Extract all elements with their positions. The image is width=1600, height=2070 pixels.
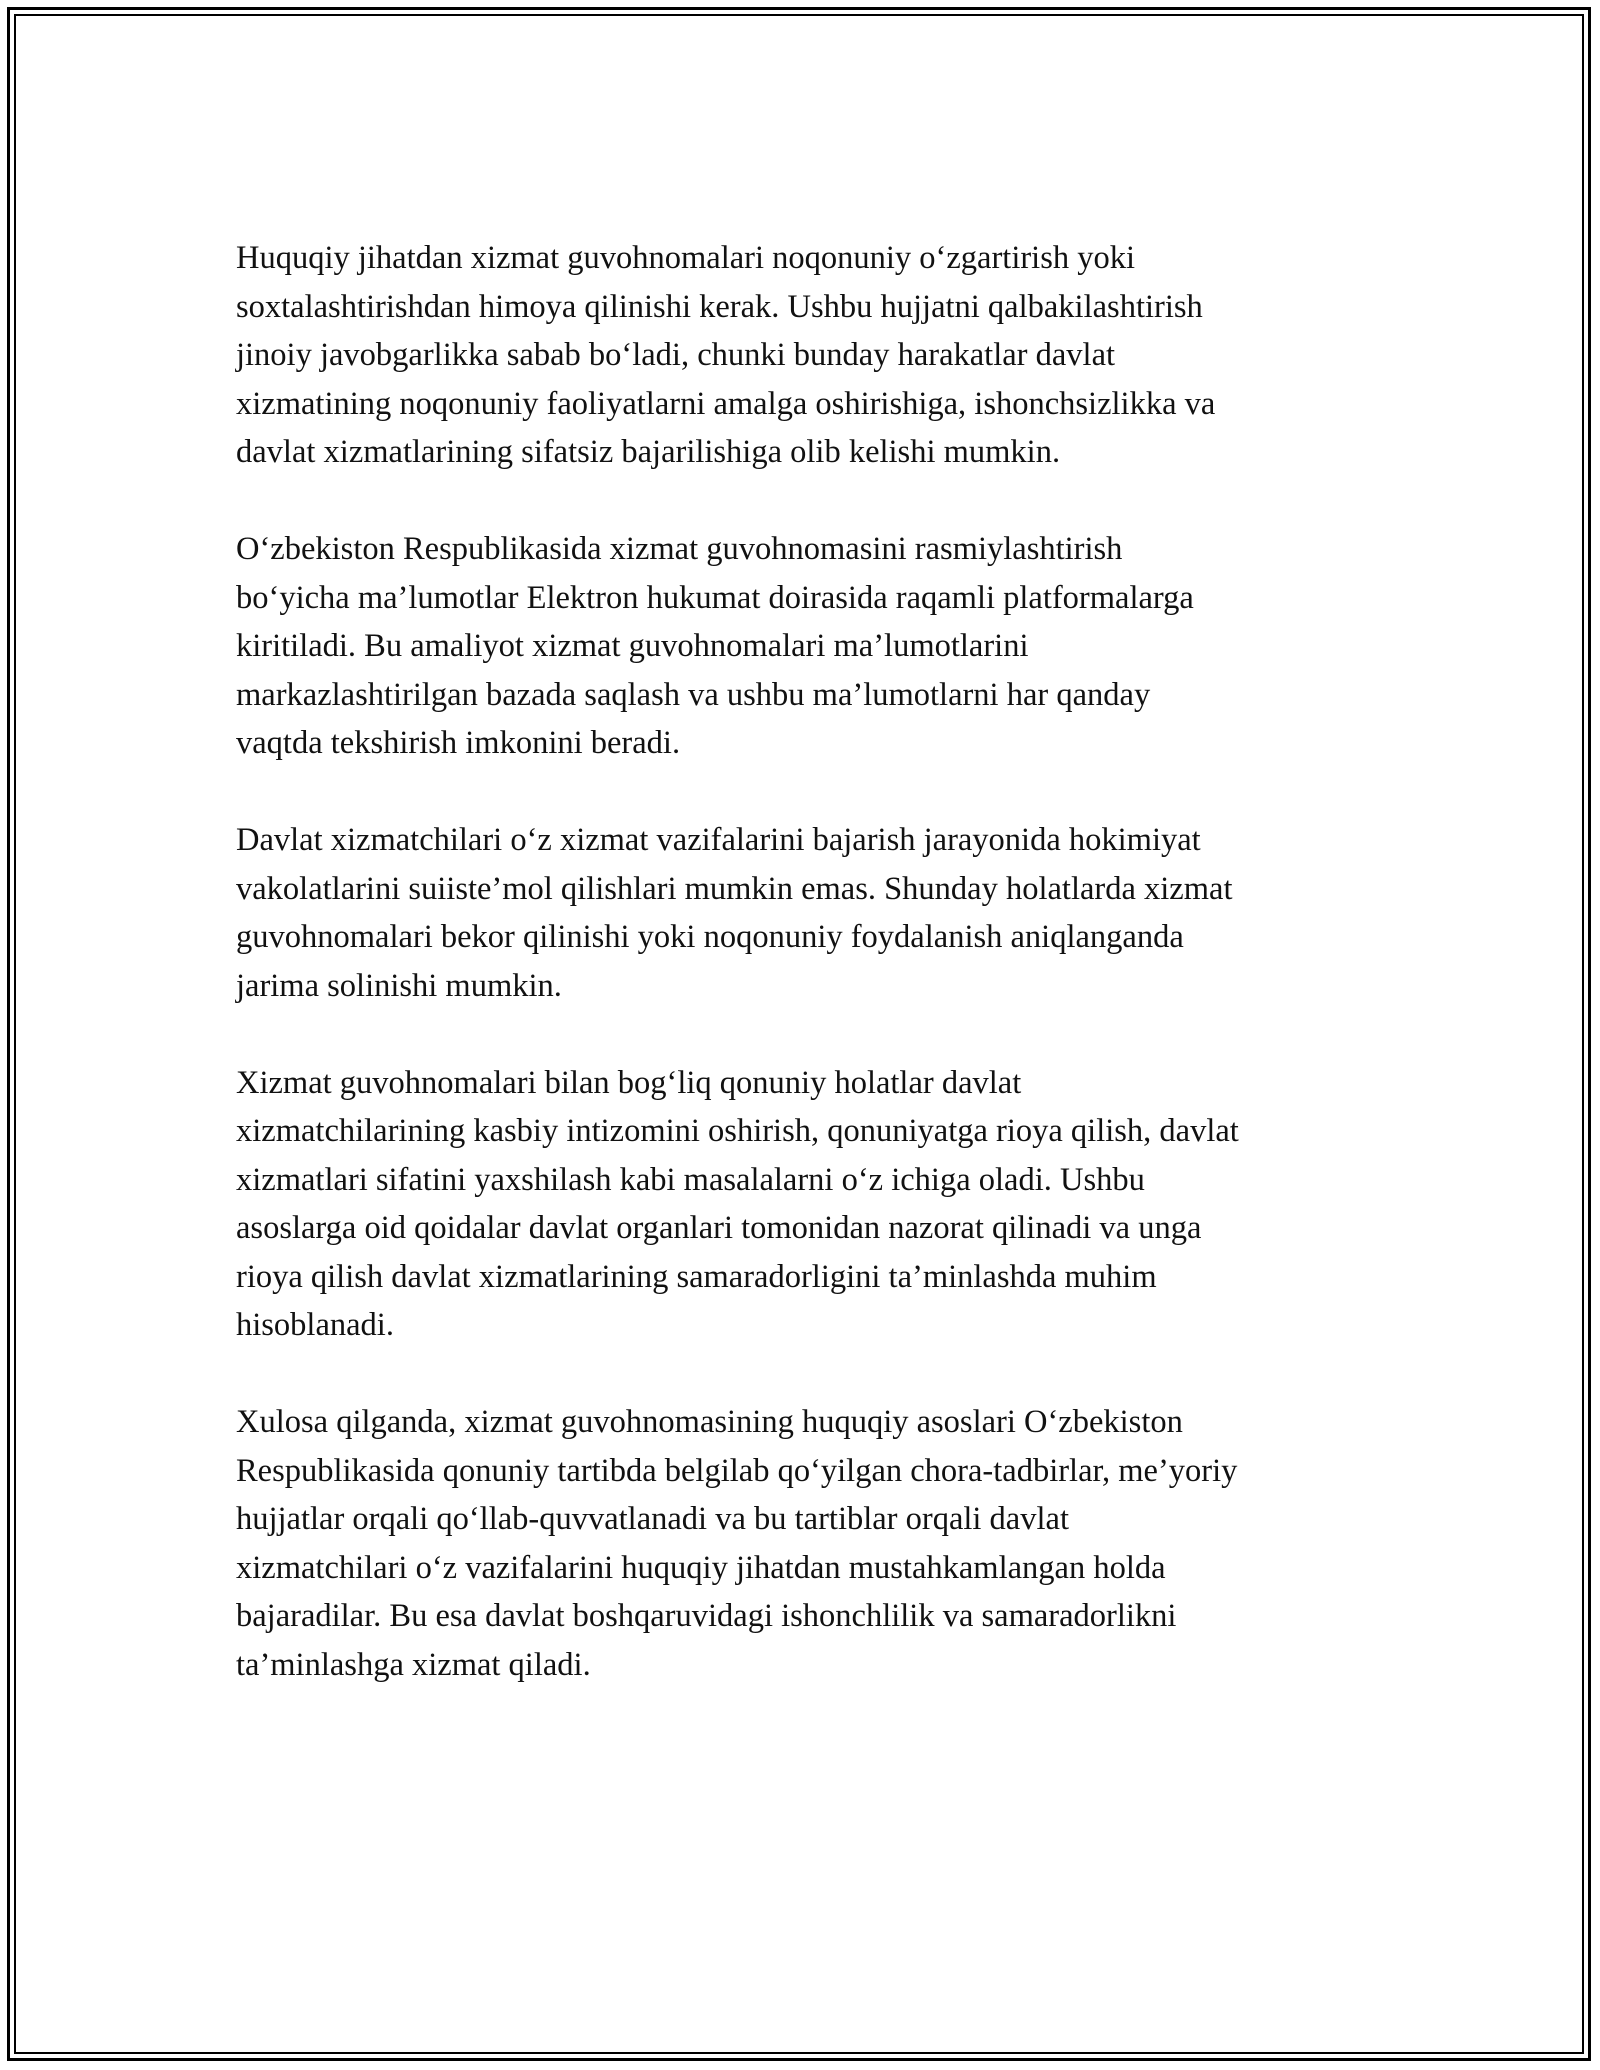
- paragraph-3: [236, 816, 1376, 1010]
- text-line: davlat xizmatlarining sifatsiz bajarilishiga olib kelishi mumkin.: [236, 434, 1061, 470]
- text-line: rioya qilish davlat xizmatlarining samaradorligini ta’minlashda muhim: [236, 1258, 1157, 1295]
- text-line: Huquqiy jihatdan xizmat guvohnomalari noqonuniy o‘zgartirish yoki: [236, 240, 1136, 276]
- text-line: xizmatchilarining kasbiy intizomini oshirish, qonuniyatga rioya qilish, davlat: [236, 1113, 1239, 1149]
- text-line: Xizmat guvohnomalari bilan bog‘liq qonuniy holatlar davlat: [236, 1064, 1022, 1101]
- text-line: xizmatlari sifatini yaxshilash kabi masalalarni o‘z ichiga oladi. Ushbu: [236, 1161, 1145, 1198]
- document-body: [236, 234, 1376, 1738]
- text-line: O‘zbekiston Respublikasida xizmat guvohnomasini rasmiylashtirish: [236, 531, 1123, 567]
- text-line: hisoblanadi.: [236, 1307, 394, 1343]
- paragraph-1: [236, 234, 1376, 477]
- text-line: Davlat xizmatchilari o‘z xizmat vazifalarini bajarish jarayonida hokimiyat: [236, 822, 1201, 858]
- text-line: ta’minlashga xizmat qiladi.: [236, 1646, 591, 1683]
- text-line: jarima solinishi mumkin.: [236, 967, 562, 1004]
- text-line: asoslarga oid qoidalar davlat organlari tomonidan nazorat qilinadi va unga: [236, 1210, 1202, 1246]
- text-line: Respublikasida qonuniy tartibda belgilab qo‘yilgan chora-tadbirlar, me’yoriy: [236, 1452, 1238, 1489]
- text-line: soxtalashtirishdan himoya qilinishi kerak. Ushbu hujjatni qalbakilashtirish: [236, 288, 1203, 325]
- text-line: vaqtda tekshirish imkonini beradi.: [236, 725, 681, 761]
- text-line: markazlashtirilgan bazada saqlash va ushbu ma’lumotlarni har qanday: [236, 676, 1151, 713]
- text-line: xizmatchilari o‘z vazifalarini huquqiy jihatdan mustahkamlangan holda: [236, 1549, 1166, 1586]
- paragraph-2: [236, 525, 1376, 768]
- paragraph-4: [236, 1059, 1376, 1350]
- text-line: hujjatlar orqali qo‘llab-quvvatlanadi va bu tartiblar orqali davlat: [236, 1501, 1069, 1537]
- text-line: guvohnomalari bekor qilinishi yoki noqonuniy foydalanish aniqlanganda: [236, 919, 1184, 955]
- text-line: bajaradilar. Bu esa davlat boshqaruvidagi ishonchlilik va samaradorlikni: [236, 1598, 1177, 1634]
- text-line: kiritiladi. Bu amaliyot xizmat guvohnomalari ma’lumotlarini: [236, 628, 1029, 664]
- text-line: bo‘yicha ma’lumotlar Elektron hukumat doirasida raqamli platformalarga: [236, 579, 1194, 616]
- paragraph-5: [236, 1398, 1376, 1689]
- text-line: xizmatining noqonuniy faoliyatlarni amalga oshirishiga, ishonchsizlikka va: [236, 385, 1216, 422]
- text-line: jinoiy javobgarlikka sabab bo‘ladi, chunki bunday harakatlar davlat: [236, 337, 1116, 373]
- text-line: Xulosa qilganda, xizmat guvohnomasining huquqiy asoslari O‘zbekiston: [236, 1404, 1183, 1440]
- text-line: vakolatlarini suiiste’mol qilishlari mumkin emas. Shunday holatlarda xizmat: [236, 870, 1233, 907]
